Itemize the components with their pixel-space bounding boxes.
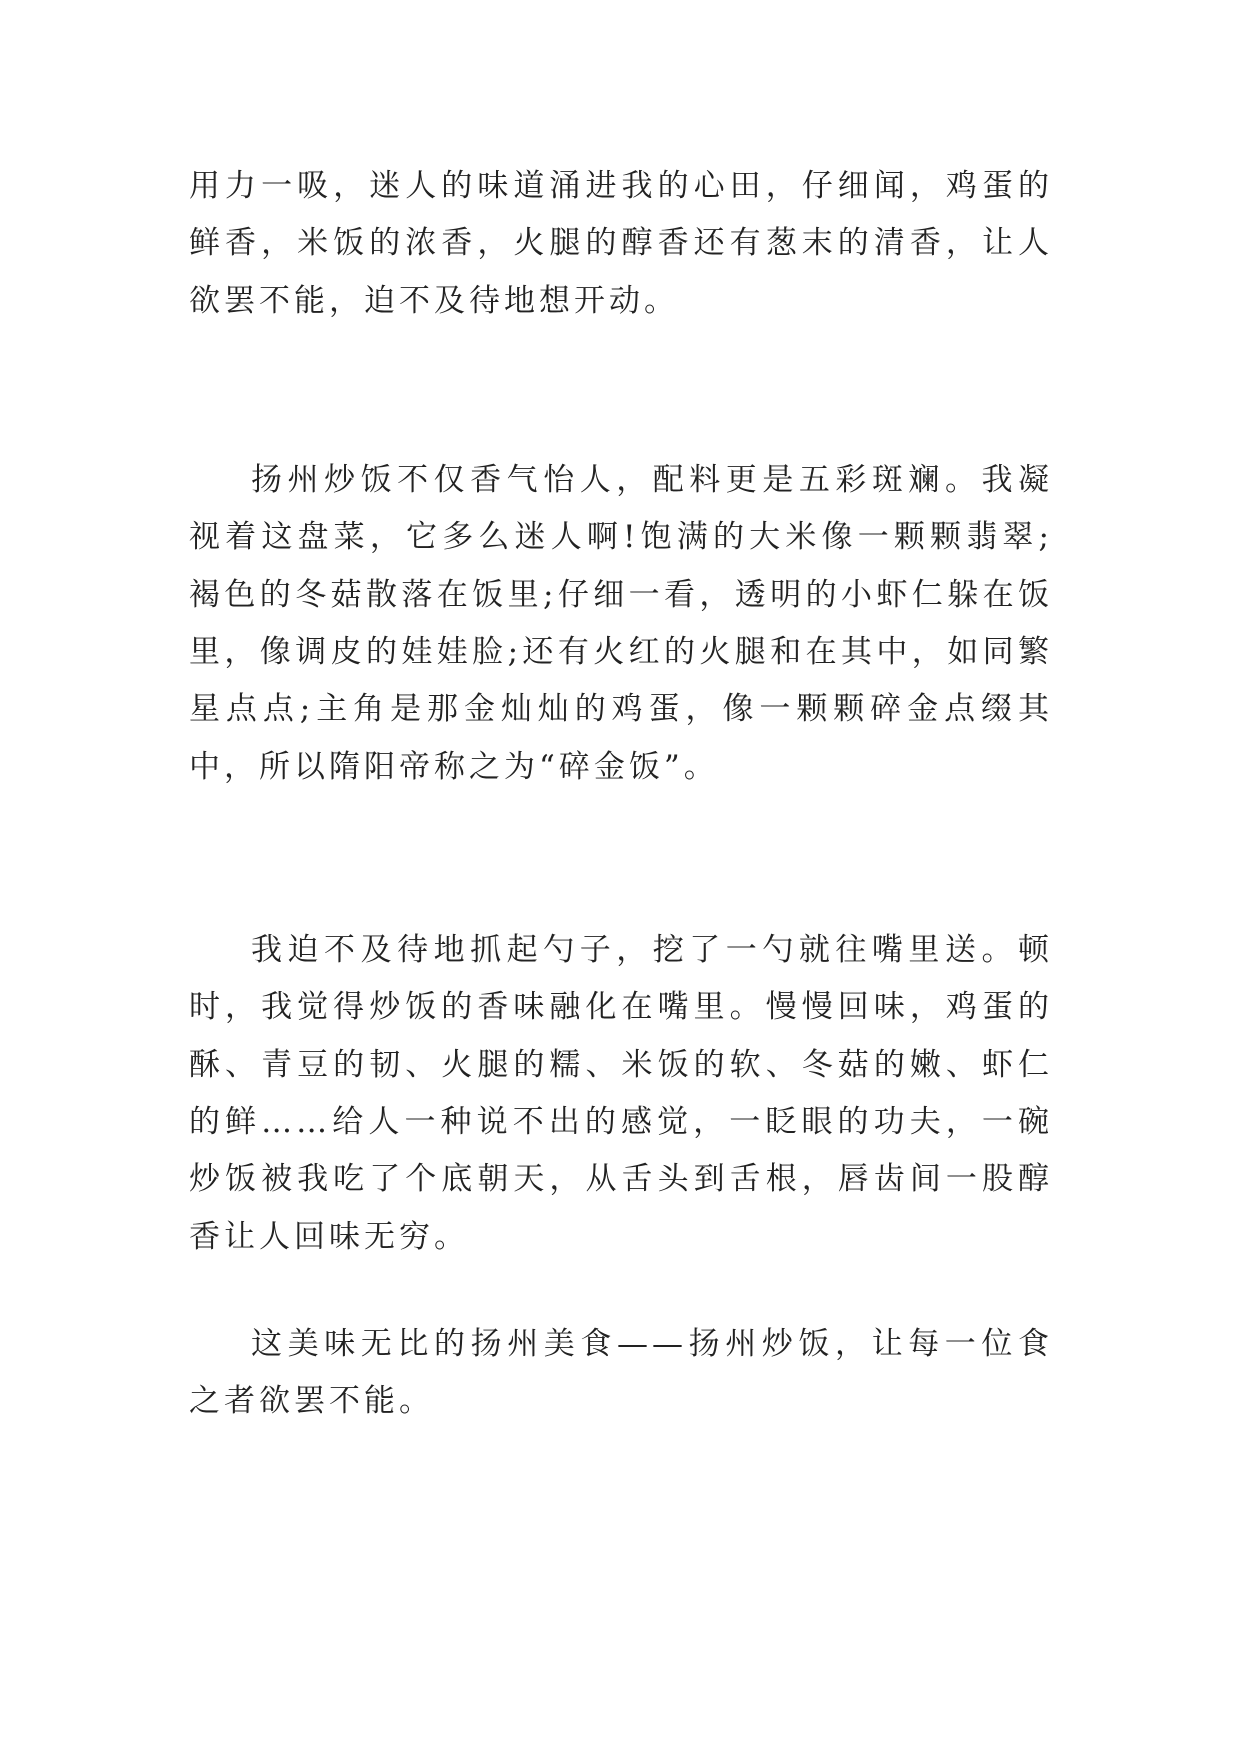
paragraph-text: 用力一吸，迷人的味道涌进我的心田，仔细闻，鸡蛋的鲜香，米饭的浓香，火腿的醇香还有葱末的清香，让人欲罢不能，迫不及待地想开动。: [189, 168, 1053, 319]
paragraph-1: [189, 158, 1053, 330]
paragraph-3: [189, 922, 1053, 1266]
paragraph-text: 扬州炒饭不仅香气怡人，配料更是五彩斑斓。我凝视着这盘菜，它多么迷人啊!饱满的大米像一颗颗翡翠;褐色的冬菇散落在饭里;仔细一看，透明的小虾仁躲在饭里，像调皮的娃娃脸;还有火红的火腿和在其中，如同繁星点点;主角是那金灿灿的鸡蛋，像一颗颗碎金点缀其中，所以隋阳帝称之为“碎金饭”。: [189, 462, 1053, 785]
paragraph-2: [189, 452, 1053, 796]
paragraph-text: 我迫不及待地抓起勺子，挖了一勺就往嘴里送。顿时，我觉得炒饭的香味融化在嘴里。慢慢回味，鸡蛋的酥、青豆的韧、火腿的糯、米饭的软、冬菇的嫩、虾仁的鲜……给人一种说不出的感觉，一眨眼的功夫，一碗炒饭被我吃了个底朝天，从舌头到舌根，唇齿间一股醇香让人回味无穷。: [189, 932, 1053, 1255]
paragraph-4: [189, 1316, 1053, 1431]
paragraph-text: 这美味无比的扬州美食——扬州炒饭，让每一位食之者欲罢不能。: [189, 1326, 1053, 1420]
